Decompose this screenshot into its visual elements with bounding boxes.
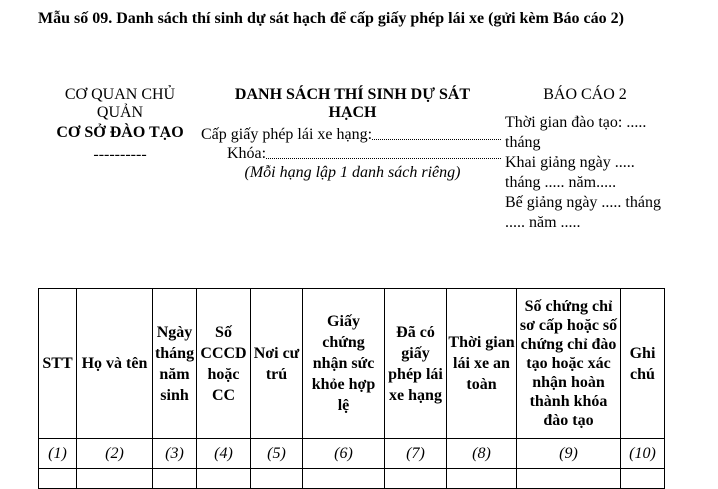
opening-date: Khai giảng ngày ..... tháng ..... năm..... xyxy=(505,154,635,191)
table-header-cell: Ghi chú xyxy=(621,289,665,439)
course-dots xyxy=(266,145,501,159)
table-number-row xyxy=(39,439,665,469)
left-divider: ---------- xyxy=(93,146,147,163)
list-note: (Mỗi hạng lập 1 danh sách riêng) xyxy=(244,164,461,181)
license-class-dots xyxy=(372,126,501,140)
table-number-cell: (4) xyxy=(197,439,251,469)
table-number-cell: (6) xyxy=(303,439,385,469)
list-heading: DANH SÁCH THÍ SINH DỰ SÁT HẠCH xyxy=(234,86,471,121)
table-number-cell: (8) xyxy=(447,439,517,469)
table-number-cell: (7) xyxy=(385,439,447,469)
table-number-cell: (3) xyxy=(153,439,197,469)
table-number-cell: (2) xyxy=(77,439,153,469)
table-number-cell: (1) xyxy=(39,439,77,469)
document-title: Mẫu số 09. Danh sách thí sinh dự sát hạch để cấp giấy phép lái xe (gửi kèm Báo cáo 2) xyxy=(38,10,624,27)
table-number-cell: (9) xyxy=(517,439,621,469)
license-class-row xyxy=(201,126,501,144)
table-number-cell: (5) xyxy=(251,439,303,469)
table-header-row xyxy=(39,289,665,439)
course-label: Khóa: xyxy=(227,145,267,162)
table-number-cell: (10) xyxy=(621,439,665,469)
table-header-cell: Nơi cư trú xyxy=(251,289,303,439)
license-class-label: Cấp giấy phép lái xe hạng: xyxy=(201,126,373,143)
table-header-cell: Đã có giấy phép lái xe hạng xyxy=(385,289,447,439)
training-time: Thời gian đào tạo: ..... tháng xyxy=(505,114,647,151)
table-header-cell: Số chứng chỉ sơ cấp hoặc số chứng chỉ đào tạo hoặc xác nhận hoàn thành khóa đào tạo xyxy=(517,289,621,439)
table-header-cell: Ngày tháng năm sinh xyxy=(153,289,197,439)
table-header-cell: Giấy chứng nhận sức khỏe hợp lệ xyxy=(303,289,385,439)
candidate-table xyxy=(38,288,665,489)
table-header-cell: Họ và tên xyxy=(77,289,153,439)
table-header-cell: Số CCCD hoặc CC xyxy=(197,289,251,439)
table-header-cell: STT xyxy=(39,289,77,439)
course-row xyxy=(201,145,501,163)
closing-date: Bế giảng ngày ..... tháng ..... năm ..... xyxy=(505,194,661,231)
agency-name: CƠ QUAN CHỦ QUẢN xyxy=(64,86,176,121)
report-label: BÁO CÁO 2 xyxy=(543,86,627,103)
table-header-cell: Thời gian lái xe an toàn xyxy=(447,289,517,439)
unit-name: CƠ SỞ ĐÀO TẠO xyxy=(56,124,184,141)
